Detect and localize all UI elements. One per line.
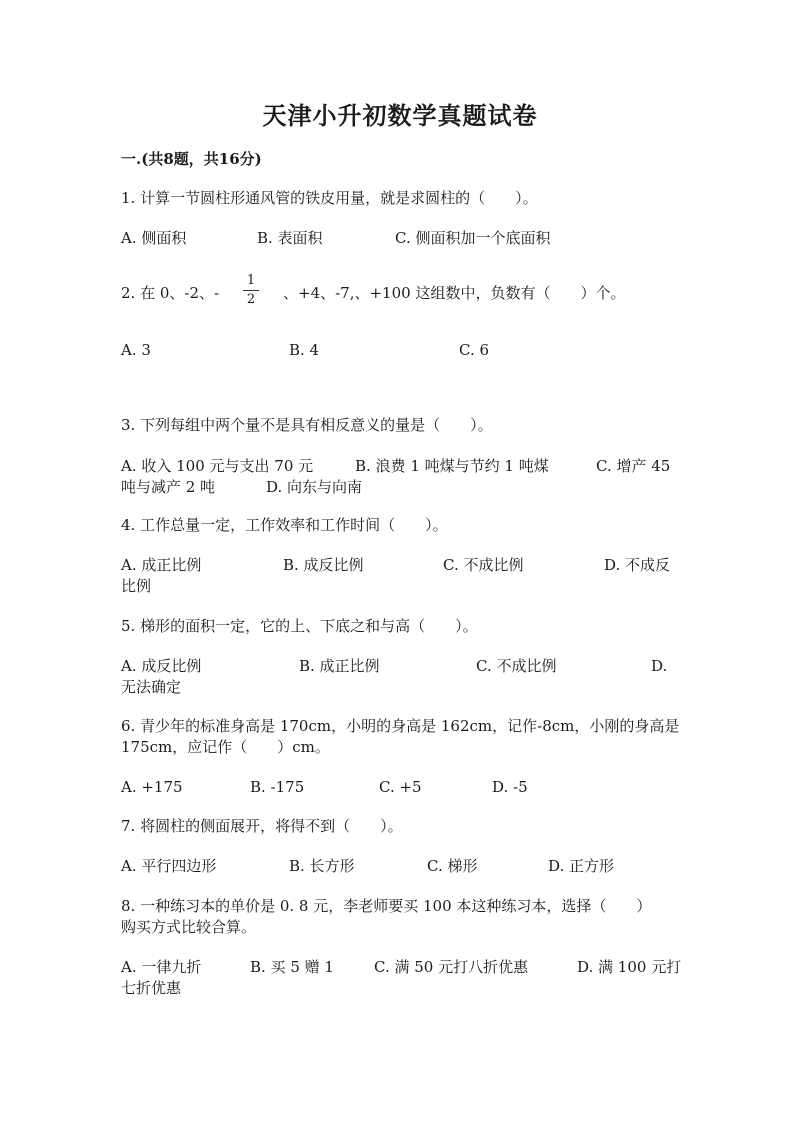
question-4-option-c: C. 不成比例 (443, 556, 524, 574)
question-8-option-d: D. 满 100 元打 (577, 958, 682, 976)
question-3-option-c: C. 增产 45 (596, 457, 671, 475)
question-3-stem: 3. 下列每组中两个量不是具有相反意义的量是（ ）。 (121, 416, 493, 434)
question-7-stem: 7. 将圆柱的侧面展开，将得不到（ ）。 (121, 817, 403, 835)
fraction-one-half (243, 274, 259, 307)
question-8-stem-line2: 购买方式比较合算。 (121, 918, 257, 936)
question-4-stem: 4. 工作总量一定，工作效率和工作时间（ ）。 (121, 516, 448, 534)
question-6-stem-line2: 175cm，应记作（ ）cm。 (121, 738, 330, 756)
question-1-option-c: C. 侧面积加一个底面积 (395, 229, 551, 247)
question-8-option-b: B. 买 5 赠 1 (250, 958, 334, 976)
question-7-option-d: D. 正方形 (548, 857, 615, 875)
question-3-option-b: B. 浪费 1 吨煤与节约 1 吨煤 (355, 457, 549, 475)
question-5-option-c: C. 不成比例 (476, 657, 557, 675)
fraction-numerator: 1 (246, 273, 256, 288)
exam-title: 天津小升初数学真题试卷 (262, 101, 538, 130)
question-5-stem: 5. 梯形的面积一定，它的上、下底之和与高（ ）。 (121, 617, 478, 635)
question-1-option-b: B. 表面积 (257, 229, 323, 247)
question-8-stem-line1: 8. 一种练习本的单价是 0. 8 元，李老师要买 100 本这种练习本，选择（ ） (121, 897, 652, 915)
question-6-option-d: D. -5 (492, 778, 528, 796)
question-3-option-a: A. 收入 100 元与支出 70 元 (121, 457, 314, 475)
question-8-option-c: C. 满 50 元打八折优惠 (374, 958, 529, 976)
section-heading: 一.(共8题，共16分) (121, 150, 262, 168)
question-7-option-b: B. 长方形 (289, 857, 355, 875)
question-7-option-c: C. 梯形 (427, 857, 478, 875)
fraction-denominator: 2 (246, 292, 256, 307)
question-4-option-a: A. 成正比例 (121, 556, 202, 574)
question-5-option-d: D. (651, 657, 668, 675)
question-4-option-d-cont: 比例 (121, 577, 152, 595)
fraction-bar (243, 290, 259, 291)
question-6-option-c: C. +5 (379, 778, 422, 796)
question-2-option-b: B. 4 (289, 341, 320, 359)
question-6-option-a: A. +175 (121, 778, 183, 796)
question-4-option-b: B. 成反比例 (283, 556, 364, 574)
question-2-stem-part1: 2. 在 0、-2、- (121, 284, 220, 302)
question-2-option-a: A. 3 (121, 341, 151, 359)
question-8-option-a: A. 一律九折 (121, 958, 202, 976)
question-2-stem-part2: 、+4、-7,、+100 这组数中，负数有（ ）个。 (283, 284, 626, 302)
question-3-option-c-cont: 吨与减产 2 吨 (121, 478, 216, 496)
question-5-option-a: A. 成反比例 (121, 657, 202, 675)
question-7-option-a: A. 平行四边形 (121, 857, 217, 875)
question-8-option-d-cont: 七折优惠 (121, 979, 182, 997)
question-6-stem-line1: 6. 青少年的标准身高是 170cm，小明的身高是 162cm，记作-8cm，小刚的身高是 (121, 717, 680, 735)
question-5-option-d-cont: 无法确定 (121, 678, 182, 696)
question-1-stem: 1. 计算一节圆柱形通风管的铁皮用量，就是求圆柱的（ ）。 (121, 189, 538, 207)
question-6-option-b: B. -175 (250, 778, 305, 796)
question-3-option-d: D. 向东与向南 (266, 478, 363, 496)
question-2-option-c: C. 6 (459, 341, 490, 359)
question-5-option-b: B. 成正比例 (299, 657, 380, 675)
question-1-option-a: A. 侧面积 (121, 229, 187, 247)
question-4-option-d: D. 不成反 (604, 556, 671, 574)
